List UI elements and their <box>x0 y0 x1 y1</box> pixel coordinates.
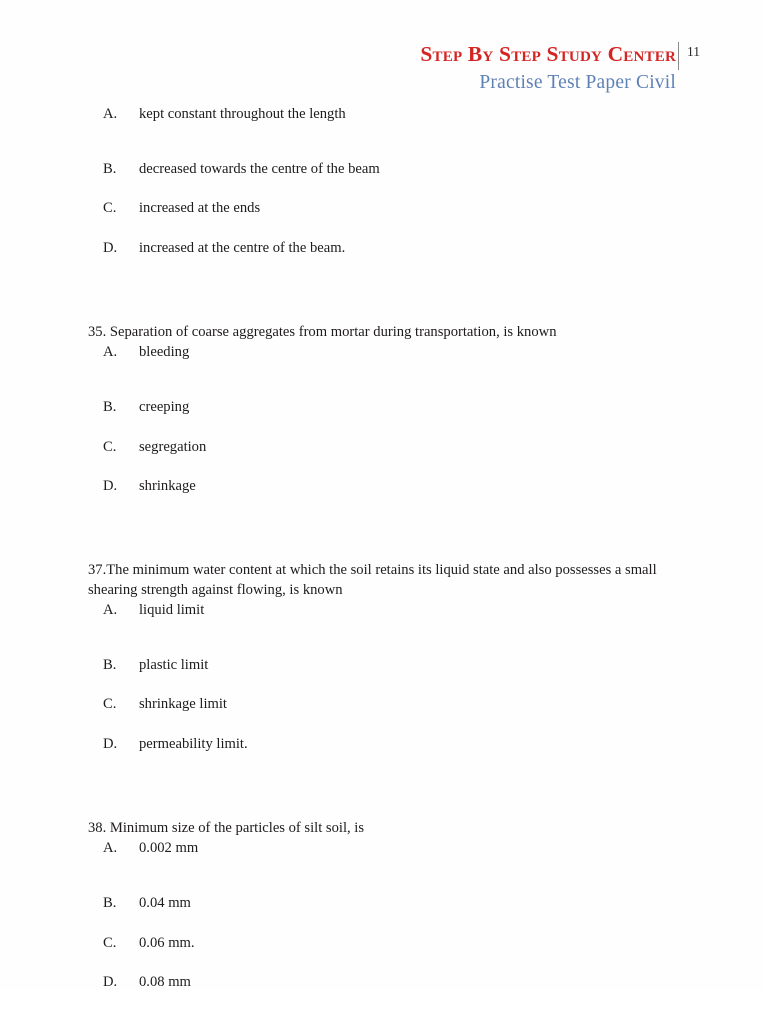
option-text: 0.06 mm. <box>139 934 195 951</box>
option-letter: B. <box>103 894 117 911</box>
question-block <box>0 819 765 1012</box>
option-row[interactable] <box>0 655 765 695</box>
option-row[interactable] <box>0 838 765 893</box>
option-letter: A. <box>103 602 118 618</box>
option-letter: A. <box>103 344 118 361</box>
option-letter: C. <box>103 438 117 455</box>
option-letter: D. <box>103 974 118 991</box>
option-letter: D. <box>103 736 118 753</box>
header-title-row <box>0 40 765 70</box>
option-list <box>0 838 765 1012</box>
option-row[interactable] <box>0 694 765 734</box>
option-row[interactable] <box>0 734 765 774</box>
option-text: creeping <box>139 398 190 415</box>
option-row[interactable] <box>0 238 765 278</box>
option-row[interactable] <box>0 159 765 199</box>
option-letter: C. <box>103 696 117 713</box>
option-text: increased at the centre of the beam. <box>139 240 346 257</box>
option-text: permeability limit. <box>139 736 248 753</box>
option-text: bleeding <box>139 344 190 361</box>
option-letter: A. <box>103 106 118 122</box>
question-text: 37.The minimum water content at which the soil retains its liquid state and also possesses a small shearing strength against flowing, is known <box>88 562 657 598</box>
option-letter: C. <box>103 200 117 217</box>
question-block <box>0 323 765 516</box>
question-block <box>0 104 765 278</box>
option-row[interactable] <box>0 397 765 437</box>
page-number: 11 <box>687 44 700 59</box>
option-text: increased at the ends <box>139 200 261 217</box>
option-text: liquid limit <box>139 602 205 618</box>
option-row[interactable] <box>0 933 765 973</box>
option-letter: A. <box>103 840 118 857</box>
option-row[interactable] <box>0 476 765 516</box>
brand-title: Step By Step Study Center <box>420 42 676 66</box>
option-letter: B. <box>103 656 117 673</box>
option-list <box>0 600 765 774</box>
option-letter: D. <box>103 478 118 495</box>
option-letter: B. <box>103 398 117 415</box>
option-row[interactable] <box>0 342 765 397</box>
brand-subtitle: Practise Test Paper Civil <box>479 72 676 93</box>
option-text: 0.08 mm <box>139 974 191 991</box>
option-list <box>0 104 765 278</box>
option-text: 0.04 mm <box>139 894 191 911</box>
question-text: 38. Minimum size of the particles of silt soil, is <box>88 819 365 836</box>
question-text: 35. Separation of coarse aggregates from mortar during transportation, is known <box>88 323 557 340</box>
question-list <box>0 104 765 1012</box>
option-text: plastic limit <box>139 656 209 673</box>
question-block <box>0 561 765 774</box>
option-text: shrinkage limit <box>139 696 227 713</box>
option-row[interactable] <box>0 198 765 238</box>
option-text: kept constant throughout the length <box>139 106 346 122</box>
option-row[interactable] <box>0 437 765 477</box>
option-row[interactable] <box>0 893 765 933</box>
option-letter: C. <box>103 934 117 951</box>
option-text: segregation <box>139 438 207 455</box>
page-header <box>0 40 765 102</box>
option-row[interactable] <box>0 104 765 159</box>
option-letter: B. <box>103 160 117 177</box>
option-list <box>0 342 765 516</box>
option-row[interactable] <box>0 972 765 1012</box>
option-text: 0.002 mm <box>139 840 199 857</box>
option-text: shrinkage <box>139 478 196 495</box>
option-row[interactable] <box>0 600 765 655</box>
header-divider <box>678 42 679 70</box>
option-text: decreased towards the centre of the beam <box>139 160 380 177</box>
option-letter: D. <box>103 240 118 257</box>
